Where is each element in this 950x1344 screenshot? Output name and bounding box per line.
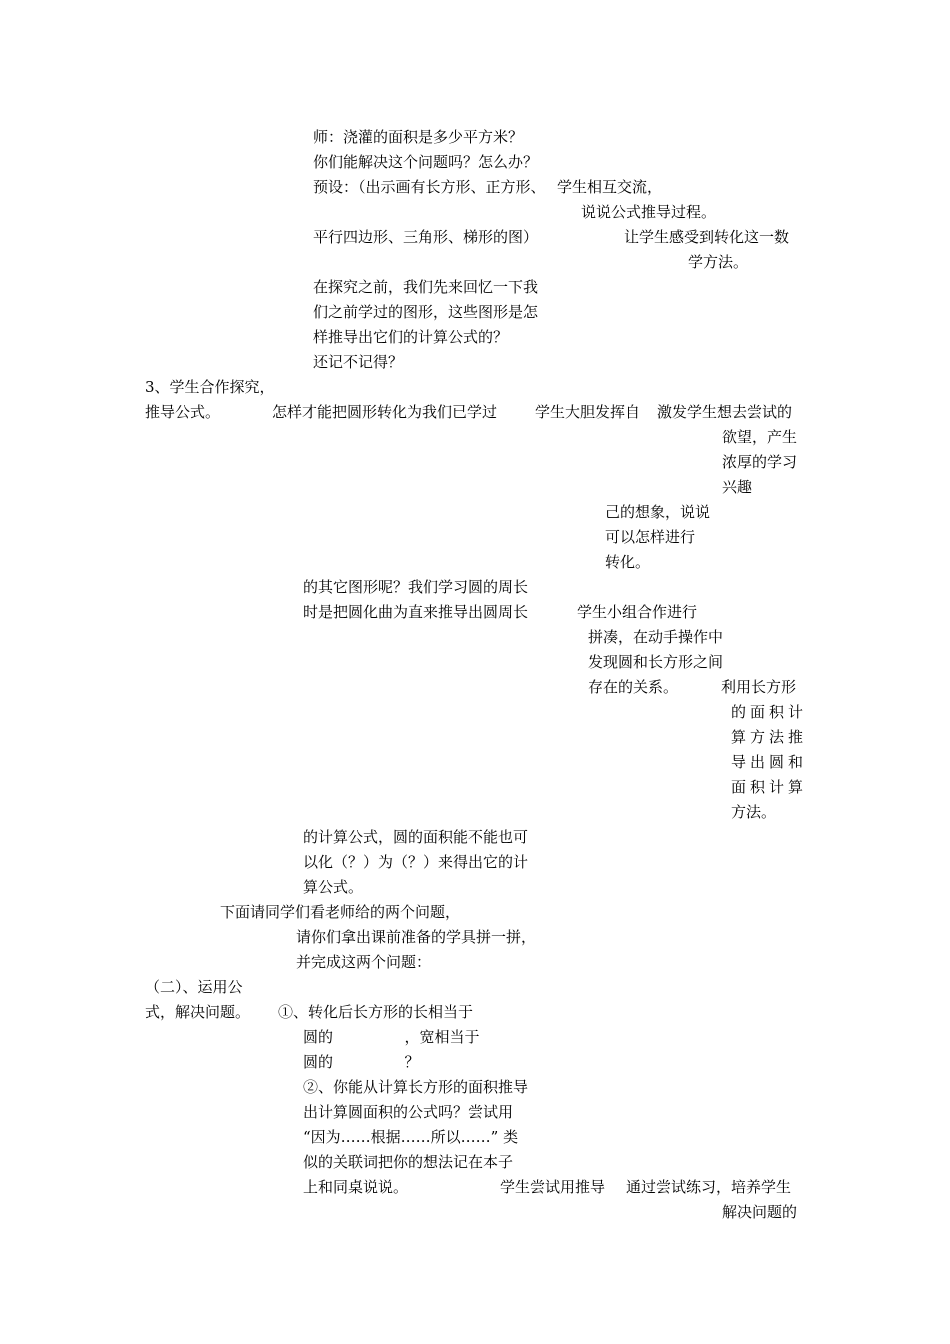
text-line: 学生小组合作进行 [577,603,698,621]
text-line: 并完成这两个问题： [296,953,432,971]
text-line: 3、学生合作探究， [145,378,275,396]
text-line: 似的关联词把你的想法记在本子 [303,1153,514,1171]
text-line: 时是把圆化曲为直来推导出圆周长 [303,603,529,621]
text-line: 上和同桌说说。 [303,1178,409,1196]
text-line: “因为……根据……所以……” 类 [303,1128,519,1146]
text-line: 预设：（出示画有长方形、正方形、 [313,178,546,196]
text-line: 的计算公式，圆的面积能不能也可 [303,828,529,846]
text-line: 算公式。 [303,878,364,896]
text-line: 圆的 ？ [303,1053,420,1071]
text-line: ②、你能从计算长方形的面积推导 [303,1078,529,1096]
text-line: 解决问题的 [722,1203,798,1221]
text-line: 浓厚的学习 [722,453,798,471]
text-line: 学生尝试用推导 [500,1178,606,1196]
text-line: 让学生感受到转化这一数 [624,228,790,246]
text-line: 在探究之前，我们先来回忆一下我 [313,278,539,296]
text-line: 推导公式。 [145,403,221,421]
text-line: 说说公式推导过程。 [581,203,717,221]
text-line: 存在的关系。 [588,678,679,696]
text-line: 通过尝试练习，培养学生 [626,1178,792,1196]
text-line: 学方法。 [688,253,749,271]
text-line: 己的想象，说说 [605,503,711,521]
text-line: 可以怎样进行 [605,528,696,546]
text-line: 发现圆和长方形之间 [588,653,724,671]
text-line: ①、转化后长方形的长相当于 [278,1003,474,1021]
text-line: 转化。 [605,553,651,571]
text-line: 的其它图形呢？我们学习圆的周长 [303,578,529,596]
text-line: （二）、运用公 [145,978,243,996]
text-line: 还记不记得？ [313,353,404,371]
text-line: 学生相互交流， [557,178,663,196]
text-line: 请你们拿出课前准备的学具拼一拼， [296,928,537,946]
text-line: 面积计算 [731,778,808,796]
text-line: 样推导出它们的计算公式的？ [313,328,509,346]
text-line: 拼凑，在动手操作中 [588,628,724,646]
text-line: 怎样才能把圆形转化为我们已学过 [272,403,498,421]
text-line: 以化（？）为（？）来得出它的计 [303,853,529,871]
text-line: 你们能解决这个问题吗？怎么办？ [313,153,539,171]
text-line: 激发学生想去尝试的 [657,403,793,421]
text-line: 师：浇灌的面积是多少平方米？ [313,128,524,146]
text-line: 下面请同学们看老师给的两个问题， [220,903,461,921]
text-line: 平行四边形、三角形、梯形的图） [313,228,539,246]
text-line: 圆的 ，宽相当于 [303,1028,480,1046]
text-line: 兴趣 [722,478,753,496]
text-line: 欲望，产生 [722,428,798,446]
text-line: 的面积计 [731,703,808,721]
text-line: 方法。 [731,803,777,821]
text-line: 算方法推 [731,728,808,746]
text-line: 导出圆和 [731,753,808,771]
text-line: 出计算圆面积的公式吗？尝试用 [303,1103,514,1121]
text-line: 式，解决问题。 [145,1003,251,1021]
text-line: 学生大胆发挥自 [535,403,641,421]
text-line: 们之前学过的图形，这些图形是怎 [313,303,539,321]
text-line: 利用长方形 [721,678,797,696]
